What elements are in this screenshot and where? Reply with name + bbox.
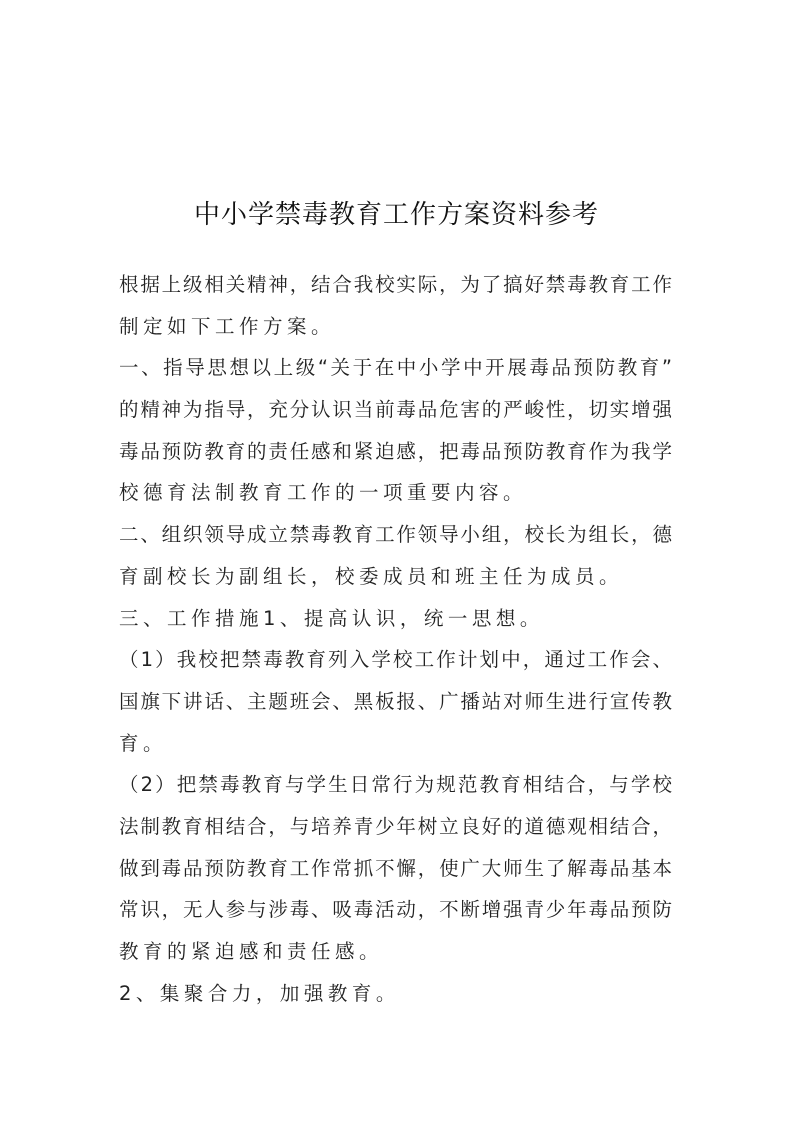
- text-line: 三、工作措施1、提高认识，统一思想。: [119, 606, 544, 630]
- text-line: （2）把禁毒教育与学生日常行为规范教育相结合，与学校: [119, 773, 672, 797]
- text-line: 毒品预防教育的责任感和紧迫感，把毒品预防教育作为我学: [119, 439, 672, 463]
- paragraph-measure-2: [119, 764, 672, 972]
- paragraph-section-2-heading: [119, 973, 672, 1015]
- paragraph-measures-heading: [119, 598, 672, 640]
- text-line: 一、指导思想以上级“关于在中小学中开展毒品预防教育”: [119, 356, 672, 380]
- text-line: 教育的紧迫感和责任感。: [119, 940, 384, 963]
- text-line: 制定如下工作方案。: [119, 314, 336, 338]
- text-line: 做到毒品预防教育工作常抓不懈，使广大师生了解毒品基本: [119, 856, 672, 880]
- text-line: （1）我校把禁毒教育列入学校工作计划中，通过工作会、: [119, 648, 672, 672]
- paragraph-measure-1: [119, 639, 672, 764]
- text-line: 根据上级相关精神，结合我校实际，为了搞好禁毒教育工作: [119, 273, 672, 296]
- text-line: 常识，无人参与涉毒、吸毒活动，不断增强青少年毒品预防: [119, 898, 672, 922]
- text-line: 校德育法制教育工作的一项重要内容。: [119, 481, 528, 505]
- text-line: 育。: [119, 731, 168, 755]
- text-line: 2、集聚合力，加强教育。: [119, 981, 400, 1005]
- paragraph-guiding-ideology: [119, 347, 672, 514]
- document-body: [119, 264, 672, 1014]
- text-line: 国旗下讲话、主题班会、黑板报、广播站对师生进行宣传教: [119, 689, 672, 713]
- paragraph-organization: [119, 514, 672, 597]
- paragraph-intro: [119, 264, 672, 347]
- text-line: 育副校长为副组长，校委成员和班主任为成员。: [119, 564, 624, 588]
- text-line: 法制教育相结合，与培养青少年树立良好的道德观相结合，: [119, 814, 672, 838]
- document-title: 中小学禁毒教育工作方案资料参考: [193, 200, 599, 230]
- text-line: 二、组织领导成立禁毒教育工作领导小组，校长为组长，德: [119, 523, 672, 547]
- text-line: 的精神为指导，充分认识当前毒品危害的严峻性，切实增强: [119, 398, 672, 422]
